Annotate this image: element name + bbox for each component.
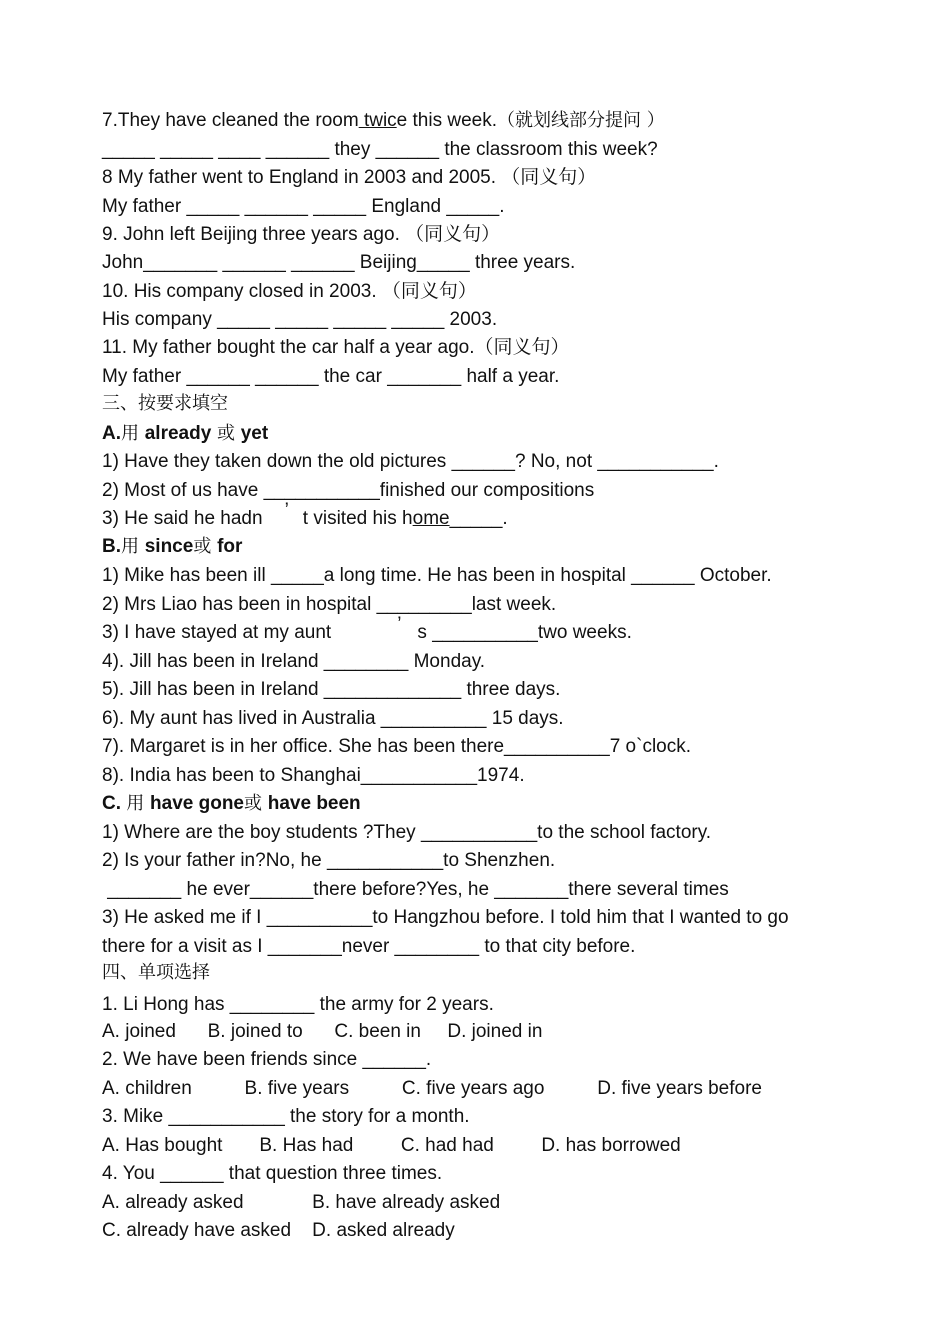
subsection-c-word2: have been [267, 793, 361, 814]
mc-options-3: A. Has bought B. Has had C. had had D. has borrowed [102, 1135, 681, 1156]
section-4-heading: 四、单项选择 [102, 962, 210, 983]
mc-question-4: 4. You ______ that question three times. [102, 1163, 443, 1184]
mc-question-1: 1. Li Hong has ________ the army for 2 years. [102, 994, 494, 1015]
a3-text-cont: t visited his h [302, 508, 413, 529]
a-item-1: 1) Have they taken down the old pictures ______? No, not ___________. [102, 451, 719, 472]
b-item-4: 4). Jill has been in Ireland ________ Monday. [102, 651, 486, 672]
question-11: 11. My father bought the car half a year ago.（同义句） [102, 337, 570, 358]
mc-options-4a: A. already asked B. have already asked [102, 1192, 501, 1213]
c-item-1: 1) Where are the boy students ?They ___________to the school factory. [102, 822, 712, 843]
q7-paren: （ [497, 110, 515, 131]
question-7 [102, 109, 665, 133]
b-item-5: 5). Jill has been in Ireland _____________ three days. [102, 679, 561, 700]
mc-options-4b: C. already have asked D. asked already [102, 1220, 455, 1241]
a-item-3 [102, 500, 508, 531]
b-item-7: 7). Margaret is in her office. She has been there__________7 o`clock. [102, 736, 692, 757]
c-item-2: 2) Is your father in?No, he ___________to Shenzhen. [102, 850, 556, 871]
subsection-b-word2: for [217, 536, 243, 557]
question-9: 9. John left Beijing three years ago. （同义句） [102, 224, 501, 245]
mc-options-2: A. children B. five years C. five years ago D. five years before [102, 1078, 762, 1099]
answer-line-10: His company _____ _____ _____ _____ 2003. [102, 309, 498, 330]
subsection-a-word2: yet [240, 423, 269, 444]
b-item-3 [102, 614, 632, 645]
answer-line-8: My father _____ ______ _____ England _____. [102, 196, 505, 217]
subsection-a-or: 或 [211, 423, 241, 444]
subsection-c-heading [102, 792, 361, 816]
b-item-6: 6). My aunt has lived in Australia __________ 15 days. [102, 708, 564, 729]
c-item-3-cont: there for a visit as I _______never ________ to that city before. [102, 936, 636, 957]
c-item-2-followup: _______ he ever______there before?Yes, he _______there several times [102, 879, 729, 900]
a-item-2: 2) Most of us have ___________finished our compositions [102, 480, 595, 501]
c-item-3: 3) He asked me if I __________to Hangzhou before. I told him that I wanted to go [102, 907, 789, 928]
section-3-heading: 三、按要求填空 [102, 393, 228, 414]
q7-text: 7.They have cleaned the room [102, 110, 359, 131]
subsection-a-use: 用 [121, 423, 145, 444]
question-10: 10. His company closed in 2003. （同义句） [102, 281, 477, 302]
b3-text-cont: s __________two weeks. [417, 622, 632, 643]
subsection-a-label: A. [102, 423, 121, 444]
subsection-b-heading [102, 535, 242, 559]
a3-text: 3) He said he hadn [102, 508, 263, 529]
answer-line-11: My father ______ ______ the car _______ half a year. [102, 366, 560, 387]
answer-line-9: John_______ ______ ______ Beijing_____ three years. [102, 252, 576, 273]
subsection-b-word1: since [144, 536, 194, 557]
subsection-b-label: B. [102, 536, 121, 557]
mc-question-3: 3. Mike ___________ the story for a month. [102, 1106, 470, 1127]
answer-line-7: _____ _____ ____ ______ they ______ the classroom this week? [102, 139, 658, 160]
b3-apostrophe: ’ [397, 614, 402, 635]
mc-options-1: A. joined B. joined to C. been in D. joined in [102, 1021, 543, 1042]
mc-question-2: 2. We have been friends since ______. [102, 1049, 432, 1070]
subsection-c-use: 用 [126, 793, 151, 814]
subsection-a-heading [102, 422, 268, 446]
b-item-1: 1) Mike has been ill _____a long time. He has been in hospital ______ October. [102, 565, 772, 586]
question-8: 8 My father went to England in 2003 and 2005. （同义句） [102, 167, 597, 188]
b3-text: 3) I have stayed at my aunt [102, 622, 332, 643]
q7-instruction: 就划线部分提问 ） [515, 110, 665, 131]
b-item-8: 8). India has been to Shanghai___________1974. [102, 765, 525, 786]
a3-apostrophe: ’ [284, 500, 289, 521]
subsection-b-or: 或 [193, 536, 218, 557]
subsection-c-word1: have gone [150, 793, 244, 814]
a3-blank: _____. [449, 508, 508, 529]
subsection-c-label: C. [102, 793, 127, 814]
q7-underlined-word: twic [358, 110, 397, 131]
q7-text-cont: e this week. [396, 110, 497, 131]
subsection-c-or: 或 [244, 793, 268, 814]
subsection-a-word1: already [144, 423, 212, 444]
b-item-2: 2) Mrs Liao has been in hospital _________last week. [102, 594, 557, 615]
subsection-b-use: 用 [121, 536, 145, 557]
a3-underlined: ome [412, 508, 450, 529]
